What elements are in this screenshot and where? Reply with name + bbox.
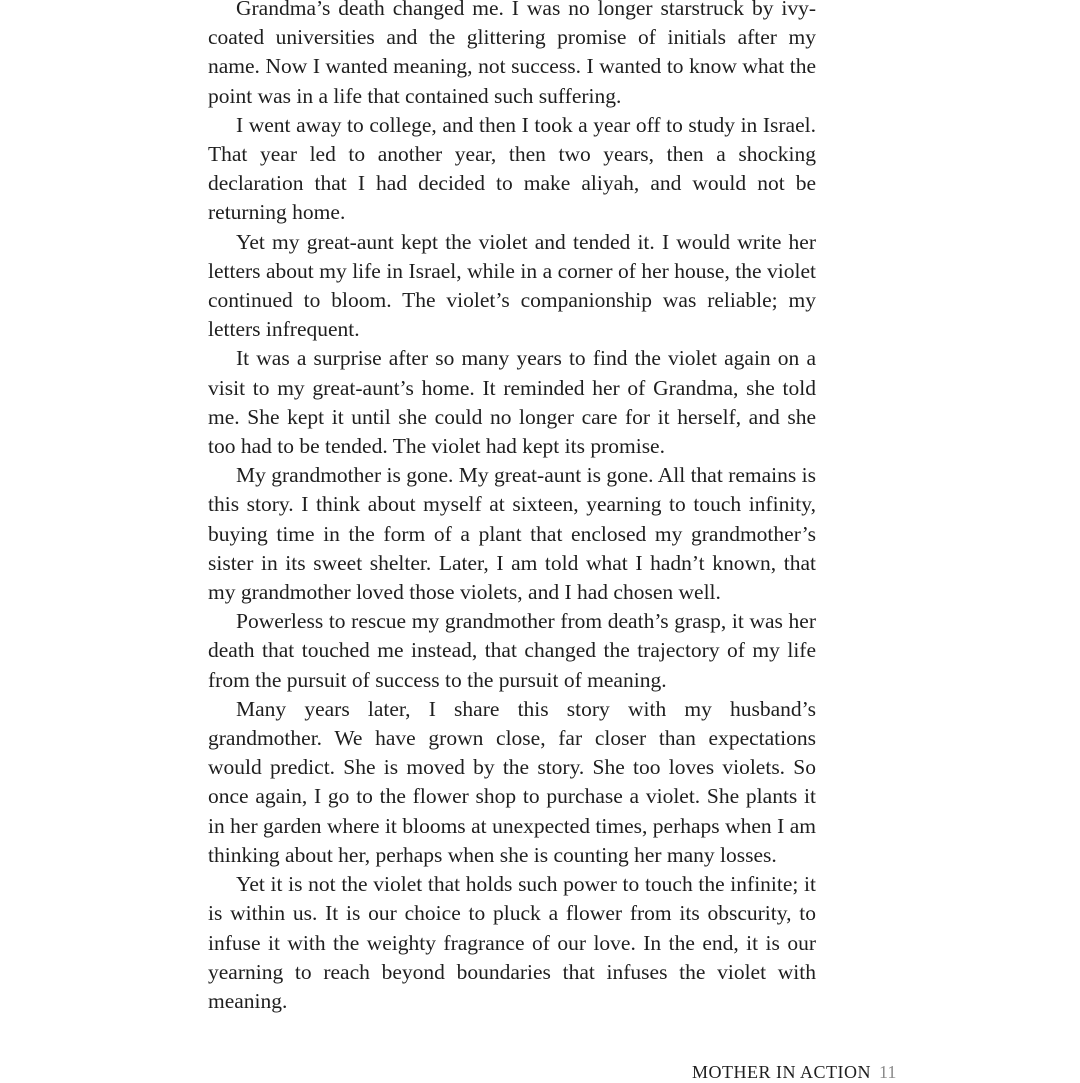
paragraph-1: Grandma’s death changed me. I was no longer starstruck by ivy-coated universities and the glittering promise of initials after my name. Now I wanted meaning, not success. I wanted to know what the point was in a life that contained such suffering. xyxy=(208,0,816,108)
paragraph-6: Powerless to rescue my grandmother from death’s grasp, it was her death that touched me instead, that changed the trajectory of my life from the pursuit of success to the pursuit of meaning. xyxy=(208,609,816,692)
paragraph-8: Yet it is not the violet that holds such power to touch the infinite; it is within us. It is our choice to pluck a flower from its obscurity, to infuse it with the weighty fragrance of our love. In the end, it is our yearning to reach beyond boundaries that infuses the violet with meaning. xyxy=(208,872,816,1013)
body-text xyxy=(208,0,816,1016)
paragraph-2: I went away to college, and then I took a year off to study in Israel. That year led to another year, then two years, then a shocking declaration that I had decided to make aliyah, and would not be returning home. xyxy=(208,112,816,225)
paragraph-7: Many years later, I share this story with my husband’s grandmother. We have grown close, far closer than expectations would predict. She is moved by the story. She too loves violets. So once again, I go to the flower shop to purchase a violet. She plants it in her garden where it blooms at unexpected times, perhaps when I am thinking about her, perhaps when she is counting her many losses. xyxy=(208,696,816,867)
paragraph-3: Yet my great-aunt kept the violet and tended it. I would write her letters about my life in Israel, while in a corner of her house, the violet continued to bloom. The violet’s companionship was reliable; my letters infrequent. xyxy=(208,229,816,342)
running-head: MOTHER IN ACTION xyxy=(692,1062,871,1082)
paragraph-5: My grandmother is gone. My great-aunt is gone. All that remains is this story. I think about myself at sixteen, yearning to touch infinity, buying time in the form of a plant that enclosed my grandmother’s sister in its sweet shelter. Later, I am told what I hadn’t known, that my grandmother loved those violets, and I had chosen well. xyxy=(208,463,816,605)
page-number: 11 xyxy=(879,1062,897,1082)
paragraph-4: It was a surprise after so many years to find the violet again on a visit to my great-aunt’s home. It reminded her of Grandma, she told me. She kept it until she could no longer care for it herself, and she too had to be tended. The violet had kept its promise. xyxy=(208,346,816,459)
